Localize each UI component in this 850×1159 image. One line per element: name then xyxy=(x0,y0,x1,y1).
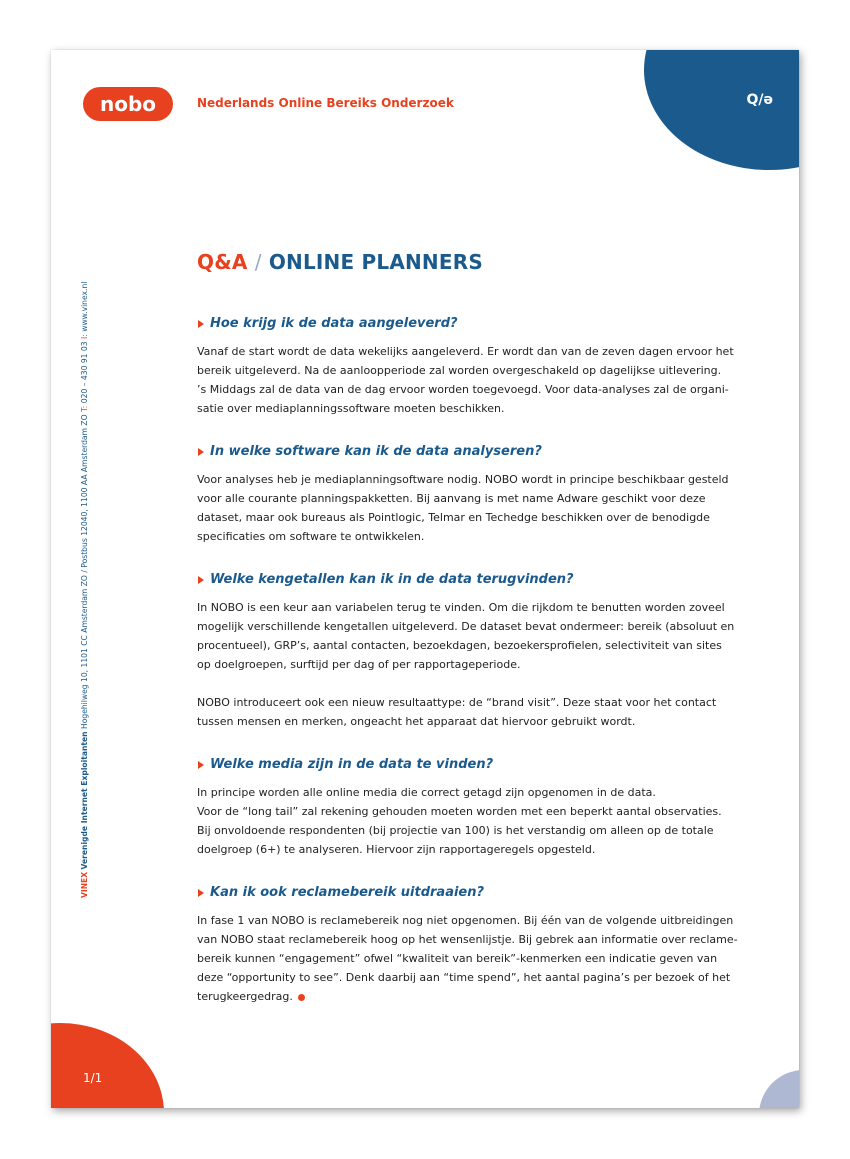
qa-list xyxy=(197,312,738,1028)
question-heading: Hoe krijg ik de data aangeleverd? xyxy=(197,312,727,336)
corner-decoration-bottom-right xyxy=(759,1070,799,1108)
sidebar-web[interactable]: www.vinex.nl xyxy=(80,281,89,332)
answer-paragraph: In NOBO is een keur aan variabelen terug te vinden. Om die rijkdom te benutten worden zoveel mogelijk verschillende kengetallen uitgeleverd. De dataset bevat ondermeer: bereik (absoluut en procentueel), GRP’s, aantal contacten, bezoekdagen, bezoekersprofielen, selectiviteit van sites op doelgroepen, surftijd per dag of per rapportageperiode. xyxy=(197,601,735,671)
question-heading: Welke media zijn in de data te vinden? xyxy=(197,753,727,777)
qa-item xyxy=(197,881,738,1006)
answer-paragraph: In principe worden alle online media die correct getagd zijn opgenomen in de data. Voor de “long tail” zal rekening gehouden moeten worden met een beperkt aantal observaties. Bij onvoldoende respondenten (bij projectie van 100) is het verstandig om alleen op de totale doelgroep (6+) te analyseren. Hiervoor zijn rapportageregels opgesteld. xyxy=(197,786,722,856)
sidebar-phone: 020 – 430 91 03 xyxy=(80,341,89,404)
qa-corner-label: Q/ə xyxy=(746,92,773,108)
title-qa: Q&A xyxy=(197,250,248,274)
document-page xyxy=(51,50,799,1108)
logo-wordmark: nobo xyxy=(99,92,157,116)
page-title xyxy=(197,250,483,274)
question-heading: Kan ik ook reclamebereik uitdraaien? xyxy=(197,881,727,905)
end-dot-icon xyxy=(298,994,305,1001)
title-text: ONLINE PLANNERS xyxy=(268,250,483,274)
question-heading: In welke software kan ik de data analyseren? xyxy=(197,440,727,464)
qa-item xyxy=(197,312,734,418)
answer-paragraph: Voor analyses heb je mediaplanningsoftware nodig. NOBO wordt in principe beschikbaar gesteld voor alle courante planningspakketten. Bij aanvang is met name Adware geschikt voor deze dataset, maar ook bureaus als Pointlogic, Telmar en Techedge beschikken over de benodigde specificaties om software te ontwikkelen. xyxy=(197,473,729,543)
vertical-contact-info xyxy=(80,282,89,898)
sidebar-phone-label: T: xyxy=(80,405,89,412)
answer-paragraph: Vanaf de start wordt de data wekelijks aangeleverd. Er wordt dan van de zeven dagen ervoor het bereik uitgeleverd. Na de aanloopperiode zal worden overgeschakeld op dagelijkse uitlevering. ’s Middags zal de data van de dag ervoor worden toegevoegd. Voor data-analyses zal de organi- satie over mediaplanningssoftware moeten beschikken. xyxy=(197,345,734,415)
sidebar-brand: VINEX xyxy=(80,871,89,898)
title-separator: / xyxy=(254,250,262,274)
answer-paragraph-2: NOBO introduceert ook een nieuw resultaattype: de “brand visit”. Deze staat voor het contact tussen mensen en merken, ongeacht het apparaat dat hiervoor gebruikt wordt. xyxy=(197,696,717,728)
nobo-logo xyxy=(83,87,173,121)
question-heading: Welke kengetallen kan ik in de data terugvinden? xyxy=(197,568,727,592)
sidebar-org-name: Verenigde Internet Exploitanten xyxy=(80,731,89,870)
sidebar-web-label: I: xyxy=(80,334,89,339)
qa-item xyxy=(197,568,735,731)
page-number: 1/1 xyxy=(83,1071,103,1085)
organization-name: Nederlands Online Bereiks Onderzoek xyxy=(197,96,454,110)
corner-decoration-bottom-left xyxy=(51,1023,164,1108)
qa-item xyxy=(197,440,727,546)
answer-paragraph: In fase 1 van NOBO is reclamebereik nog niet opgenomen. Bij één van de volgende uitbreidingen van NOBO staat reclamebereik hoog op het wensenlijstje. Bij gebrek aan informatie over reclame- bereik kunnen “engagement” ofwel “kwaliteit van bereik”-kenmerken een indicatie geven van deze “opportunity to see”. Denk daarbij aan “time spend”, het aantal pagina’s per bezoek of het terugkeergedrag. xyxy=(197,914,738,1003)
corner-decoration-top-right xyxy=(644,50,799,170)
qa-item xyxy=(197,753,727,859)
sidebar-address: Hogehilweg 10, 1101 CC Amsterdam ZO / Postbus 12040, 1100 AA Amsterdam ZO xyxy=(80,414,89,729)
